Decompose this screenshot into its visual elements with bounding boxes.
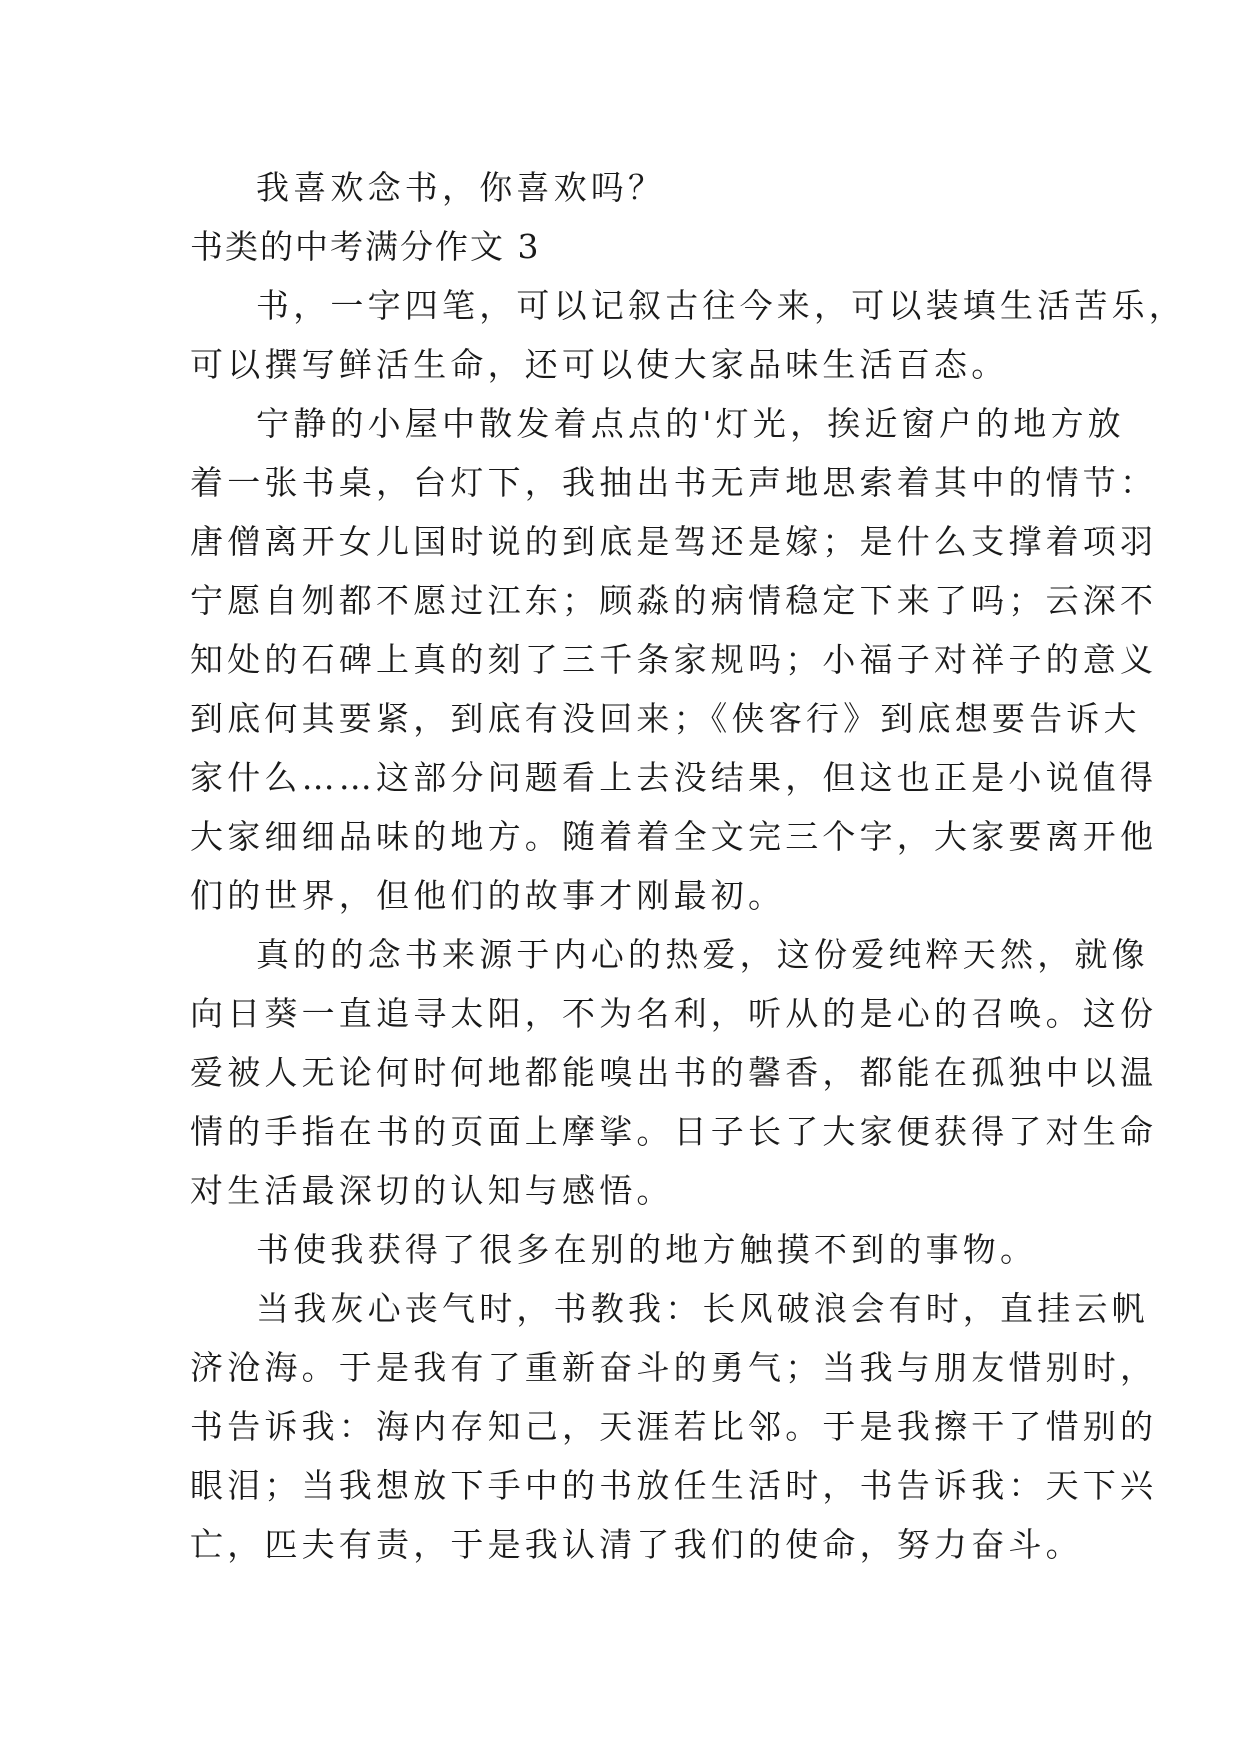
article-title: 书类的中考满分作文 3 <box>190 227 541 266</box>
text-line: 当我灰心丧气时，书教我：长风破浪会有时，直挂云帆 <box>256 1289 1149 1328</box>
text-line: 亡，匹夫有责，于是我认清了我们的使命，努力奋斗。 <box>190 1525 1083 1564</box>
text-line: 宁愿自刎都不愿过江东；顾淼的病情稳定下来了吗；云深不 <box>190 581 1158 620</box>
text-line: 到底何其要紧，到底有没回来；《侠客行》到底想要告诉大 <box>190 699 1141 738</box>
text-line: 可以撰写鲜活生命，还可以使大家品味生活百态。 <box>190 345 1009 384</box>
text-line: 对生活最深切的认知与感悟。 <box>190 1171 674 1210</box>
text-line: 大家细细品味的地方。随着着全文完三个字，大家要离开他 <box>190 817 1158 856</box>
text-line: 情的手指在书的页面上摩挲。日子长了大家便获得了对生命 <box>190 1112 1158 1151</box>
text-line: 真的的念书来源于内心的热爱，这份爱纯粹天然，就像 <box>256 935 1149 974</box>
text-line: 爱被人无论何时何地都能嗅出书的馨香，都能在孤独中以温 <box>190 1053 1158 1092</box>
text-line: 济沧海。于是我有了重新奋斗的勇气；当我与朋友惜别时， <box>190 1348 1158 1387</box>
text-line: 眼泪；当我想放下手中的书放任生活时，书告诉我：天下兴 <box>190 1466 1158 1505</box>
text-line: 向日葵一直追寻太阳，不为名利，听从的是心的召唤。这份 <box>190 994 1158 1033</box>
text-line: 书告诉我：海内存知己，天涯若比邻。于是我擦干了惜别的 <box>190 1407 1158 1446</box>
text-line: 知处的石碑上真的刻了三千条家规吗；小福子对祥子的意义 <box>190 640 1158 679</box>
text-line: 书使我获得了很多在别的地方触摸不到的事物。 <box>256 1230 1038 1269</box>
text-line: 书，一字四笔，可以记叙古往今来，可以装填生活苦乐， <box>256 286 1186 325</box>
text-line: 宁静的小屋中散发着点点的'灯光，挨近窗户的地方放 <box>256 404 1125 443</box>
text-line: 我喜欢念书，你喜欢吗？ <box>256 168 666 207</box>
document-body <box>190 158 1186 1574</box>
text-line: 家什么……这部分问题看上去没结果，但这也正是小说值得 <box>190 758 1158 797</box>
text-line: 们的世界，但他们的故事才刚最初。 <box>190 876 786 915</box>
text-line: 唐僧离开女儿国时说的到底是驾还是嫁；是什么支撑着项羽 <box>190 522 1158 561</box>
text-line: 着一张书桌，台灯下，我抽出书无声地思索着其中的情节： <box>190 463 1158 502</box>
